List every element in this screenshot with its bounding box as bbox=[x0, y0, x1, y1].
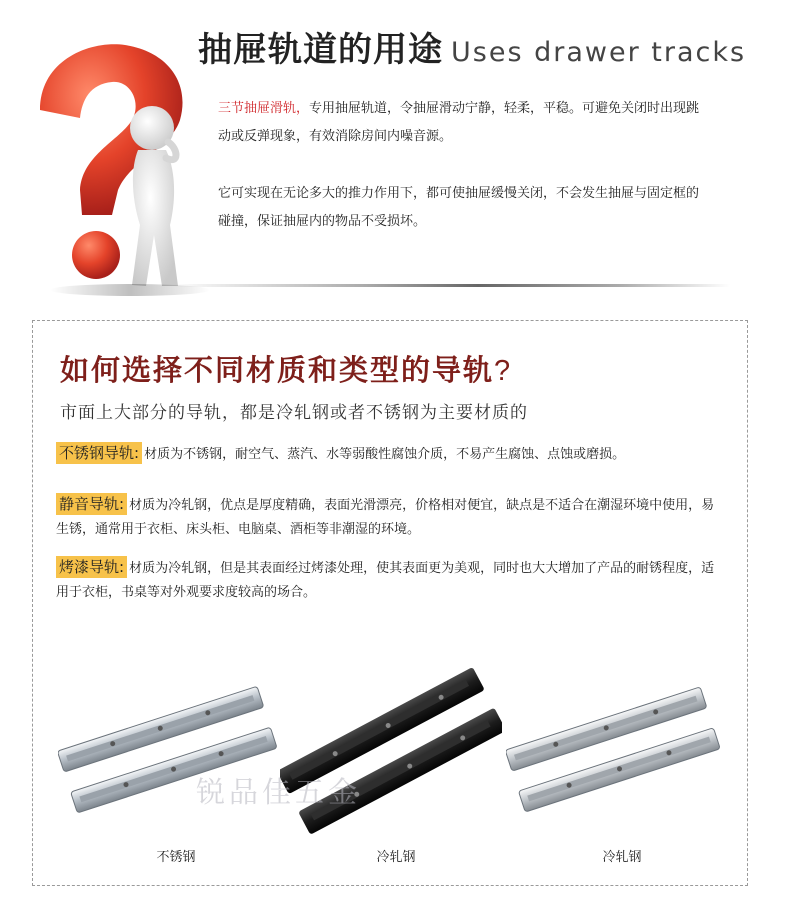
hero-paragraph-2: 它可实现在无论多大的推力作用下，都可使抽屉缓慢关闭，不会发生抽屉与固定框的碰撞，保证抽屉内的物品不受损坏。 bbox=[218, 186, 700, 229]
section-title bbox=[60, 348, 510, 389]
silver-rail-image bbox=[506, 672, 721, 832]
section-title-question: ? bbox=[494, 355, 511, 387]
rail-type-desc: 材质为冷轧钢，但是其表面经过烤漆处理，使其表面更为美观，同时也大大增加了产品的耐锈程度，适用于衣柜，书桌等对外观要求度较高的场合。 bbox=[56, 561, 715, 600]
hero-title bbox=[198, 22, 746, 71]
hero-paragraph-1-text: 专用抽屉轨道，令抽屉滑动宁静，轻柔，平稳。可避免关闭时出现跳动或反弹现象，有效消除房间内噪音源。 bbox=[218, 101, 700, 144]
hero-title-en: Uses drawer tracks bbox=[451, 37, 747, 68]
hero-paragraph-1-highlight: 三节抽屉滑轨， bbox=[218, 101, 310, 116]
rail-type-tag: 烤漆导轨: bbox=[56, 556, 127, 578]
hero-title-cn: 抽屉轨道的用途 bbox=[198, 30, 443, 70]
figure-body bbox=[132, 150, 178, 286]
product-caption: 不锈钢 bbox=[156, 850, 196, 865]
question-mark-figure-illustration bbox=[20, 40, 210, 300]
watermark: 锐品佳五金 bbox=[196, 775, 362, 809]
hero-paragraph-1 bbox=[218, 95, 708, 151]
section-subtitle: 市面上大部分的导轨，都是冷轧钢或者不锈钢为主要材质的 bbox=[60, 403, 528, 423]
product-caption: 冷轧钢 bbox=[602, 850, 642, 865]
rail-type-stainless bbox=[56, 441, 726, 467]
question-mark-dot bbox=[72, 231, 120, 279]
rail-type-painted bbox=[56, 555, 726, 605]
hero-section bbox=[0, 0, 790, 300]
hero-divider bbox=[170, 284, 730, 287]
rail-type-tag: 不锈钢导轨: bbox=[56, 442, 142, 464]
section-title-text: 如何选择不同材质和类型的导轨 bbox=[60, 353, 495, 387]
rail-type-silent bbox=[56, 492, 726, 542]
rail-type-desc: 材质为不锈钢，耐空气、蒸汽、水等弱酸性腐蚀介质，不易产生腐蚀、点蚀或磨损。 bbox=[144, 447, 626, 462]
rail-type-desc: 材质为冷轧钢，优点是厚度精确，表面光滑漂亮，价格相对便宜，缺点是不适合在潮湿环境中使用，易生锈，通常用于衣柜、床头柜、电脑桌、酒柜等非潮湿的环境。 bbox=[56, 498, 715, 537]
product-caption: 冷轧钢 bbox=[376, 850, 416, 865]
rail-type-tag: 静音导轨: bbox=[56, 493, 127, 515]
